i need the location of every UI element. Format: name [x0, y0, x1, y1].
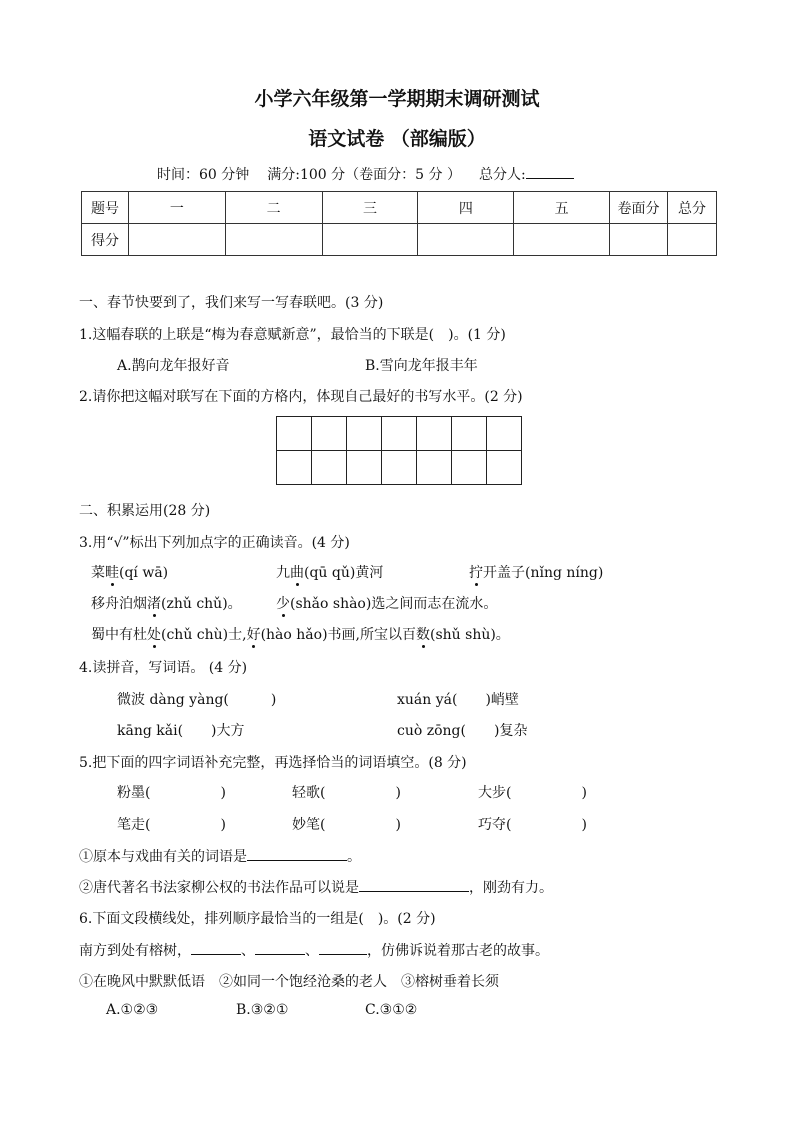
fill-blank[interactable] [191, 940, 241, 955]
time-text: 时间：60 分钟 [157, 167, 250, 183]
grid-cell[interactable] [382, 451, 417, 485]
fill-blank[interactable] [319, 940, 367, 955]
score-header-cell: 五 [514, 192, 610, 224]
q4-item-a[interactable]: 微波 dàng yàng( ) [117, 692, 277, 708]
q1-option-a[interactable]: A.鹊向龙年报好音 [117, 358, 230, 374]
fill-blank[interactable] [359, 877, 469, 892]
fill-blank[interactable] [247, 846, 347, 861]
q3-pinyin[interactable]: (qū qǔ)黄河 [304, 565, 384, 581]
q5-sentence-1 [79, 846, 361, 866]
q3-item-3 [469, 562, 603, 582]
q5-sentence-text: 。 [347, 849, 361, 865]
grid-cell[interactable] [347, 451, 382, 485]
exam-info [157, 164, 574, 184]
score-header-cell: 总分 [667, 192, 716, 224]
q6-passage [79, 940, 549, 960]
score-header-cell: 卷面分 [610, 192, 668, 224]
q4-item-c[interactable]: kāng kǎi( )大方 [117, 723, 245, 739]
q5-sentence-text: ，刚劲有力。 [469, 880, 553, 896]
dotted-char: 好 [246, 627, 261, 643]
q6-text: 南方到处有榕树， [79, 943, 191, 959]
grid-row [277, 417, 522, 451]
grid-cell[interactable] [347, 417, 382, 451]
full-score-text: 满分:100 分（卷面分：5 分 ） [267, 167, 461, 183]
grid-cell[interactable] [487, 417, 522, 451]
score-cell[interactable] [610, 224, 668, 256]
score-cell[interactable] [667, 224, 716, 256]
section2-heading: 二、积累运用(28 分) [79, 503, 211, 519]
dotted-char: 处 [147, 627, 161, 643]
q3-pinyin[interactable]: (shǎo shào)选之间而志在流水。 [290, 596, 498, 612]
q3-item-5 [276, 593, 497, 613]
q4-stem: 4.读拼音，写词语。 (4 分) [79, 660, 248, 676]
q1-stem: 1.这幅春联的上联是“梅为春意赋新意”，最恰当的下联是( )。(1 分) [79, 327, 506, 343]
grid-cell[interactable] [452, 417, 487, 451]
q5-word-1[interactable]: 粉墨( ) [117, 785, 226, 801]
grid-cell[interactable] [312, 417, 347, 451]
writing-grid [276, 416, 522, 485]
score-cell[interactable] [418, 224, 514, 256]
q3-pinyin[interactable]: (chǔ chù)士, [161, 627, 247, 643]
q3-pinyin[interactable]: (hào hǎo)书画,所宝以百 [260, 627, 416, 643]
grid-row [277, 451, 522, 485]
q3-pinyin[interactable]: (shǔ shù)。 [430, 627, 510, 643]
grader-blank[interactable] [526, 164, 574, 179]
grid-cell[interactable] [382, 417, 417, 451]
grader-label: 总分人: [478, 167, 526, 183]
q5-word-3[interactable]: 大步( ) [478, 785, 587, 801]
score-header-cell: 四 [418, 192, 514, 224]
q3-pinyin[interactable]: (qí wā) [119, 565, 169, 581]
q6-text: 、 [305, 943, 319, 959]
dotted-char: 渚 [147, 596, 161, 612]
q3-text: 菜 [91, 565, 105, 581]
score-table [81, 191, 717, 256]
q5-sentence-2 [79, 877, 553, 897]
q3-text: 移舟泊烟 [91, 596, 147, 612]
score-cell[interactable] [514, 224, 610, 256]
exam-title: 小学六年级第一学期期末调研测试 [254, 88, 540, 110]
q3-item-1 [91, 562, 168, 582]
q2-stem: 2.请你把这幅对联写在下面的方格内，体现自己最好的书写水平。(2 分) [79, 389, 523, 405]
q3-text: 蜀中有杜 [91, 627, 147, 643]
q5-word-5[interactable]: 妙笔( ) [292, 817, 401, 833]
exam-subtitle: 语文试卷 （部编版） [308, 128, 486, 150]
grid-cell[interactable] [312, 451, 347, 485]
q6-text: 、 [241, 943, 255, 959]
q5-word-4[interactable]: 笔走( ) [117, 817, 226, 833]
q3-text: 九 [276, 565, 290, 581]
grid-cell[interactable] [487, 451, 522, 485]
grid-cell[interactable] [417, 417, 452, 451]
dotted-char: 曲 [290, 565, 304, 581]
q1-option-b[interactable]: B.雪向龙年报丰年 [365, 358, 478, 374]
q3-stem: 3.用“√”标出下列加点字的正确读音。(4 分) [79, 535, 350, 551]
q3-pinyin[interactable]: 开盖子(nǐng níng) [483, 565, 604, 581]
dotted-char: 畦 [105, 565, 119, 581]
score-cell[interactable] [225, 224, 322, 256]
score-header-cell: 一 [128, 192, 225, 224]
q4-item-d[interactable]: cuò zōng( )复杂 [397, 723, 528, 739]
q5-word-2[interactable]: 轻歌( ) [292, 785, 401, 801]
score-cell[interactable] [128, 224, 225, 256]
q6-items: ①在晚风中默默低语 ②如同一个饱经沧桑的老人 ③榕树垂着长须 [79, 974, 499, 990]
dotted-char: 数 [416, 627, 430, 643]
q3-item-6 [91, 624, 510, 644]
q4-item-b[interactable]: xuán yá( )峭壁 [397, 692, 519, 708]
q6-option-b[interactable]: B.③②① [236, 1002, 289, 1018]
grid-cell[interactable] [277, 417, 312, 451]
fill-blank[interactable] [255, 940, 305, 955]
score-cell[interactable] [322, 224, 418, 256]
q5-sentence-text: ①原本与戏曲有关的词语是 [79, 849, 247, 865]
dotted-char: 拧 [469, 565, 483, 581]
q3-item-2 [276, 562, 383, 582]
q6-option-c[interactable]: C.③①② [365, 1002, 418, 1018]
q5-sentence-text: ②唐代著名书法家柳公权的书法作品可以说是 [79, 880, 359, 896]
q3-item-4 [91, 593, 242, 613]
section1-heading: 一、春节快要到了，我们来写一写春联吧。(3 分) [79, 295, 384, 311]
q3-pinyin[interactable]: (zhǔ chǔ)。 [161, 596, 242, 612]
q5-word-6[interactable]: 巧夺( ) [478, 817, 587, 833]
score-row-label: 得分 [82, 224, 129, 256]
q6-text: ，仿佛诉说着那古老的故事。 [367, 943, 549, 959]
dotted-char: 少 [276, 596, 290, 612]
grid-cell[interactable] [417, 451, 452, 485]
score-header-cell: 二 [225, 192, 322, 224]
score-header-cell: 三 [322, 192, 418, 224]
score-header-row [82, 192, 717, 224]
q6-option-a[interactable]: A.①②③ [106, 1002, 159, 1018]
grid-cell[interactable] [277, 451, 312, 485]
q5-stem: 5.把下面的四字词语补充完整，再选择恰当的词语填空。(8 分) [79, 755, 467, 771]
grid-cell[interactable] [452, 451, 487, 485]
q6-stem: 6.下面文段横线处，排列顺序最恰当的一组是( )。(2 分) [79, 911, 436, 927]
score-header-cell: 题号 [82, 192, 129, 224]
score-value-row [82, 224, 717, 256]
